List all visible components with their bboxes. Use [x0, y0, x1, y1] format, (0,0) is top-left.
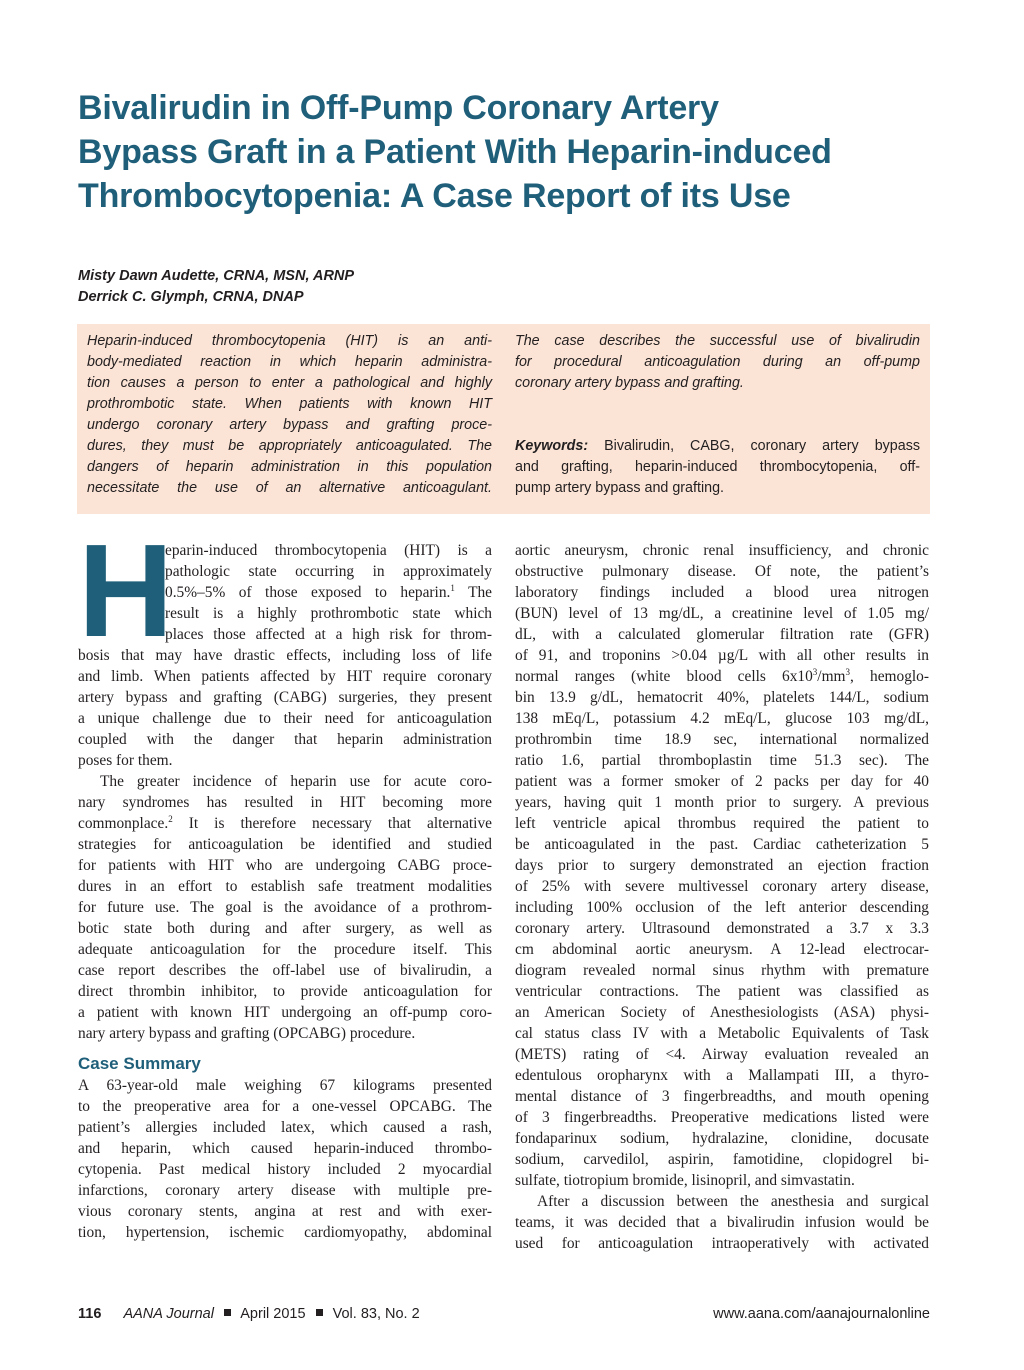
- abstract-line: The case describes the successful use of bivalirudin: [515, 333, 920, 349]
- body-right-column: [515, 540, 929, 1254]
- body-line: a patient with known HIT undergoing an off-pump coro-: [78, 1004, 492, 1021]
- citation-2: 2: [168, 814, 173, 824]
- body-line: including 100% occlusion of the left anterior descending: [515, 899, 929, 916]
- body-line: adequate anticoagulation for the procedure itself. This: [78, 941, 492, 958]
- body-line: coupled with the danger that heparin administration: [78, 731, 492, 748]
- body-line: sulfate, tiotropium bromide, lisinopril, and simvastatin.: [515, 1172, 855, 1189]
- body-line: laboratory findings included a blood urea nitrogen: [515, 584, 929, 601]
- body-line: of 25% with severe multivessel coronary artery disease,: [515, 878, 929, 895]
- abstract-line: coronary artery bypass and grafting.: [515, 375, 744, 391]
- citation-1: 1: [450, 583, 455, 593]
- body-line: The greater incidence of heparin use for acute coro-: [100, 773, 492, 790]
- body-line: left ventricle apical thrombus required the patient to: [515, 815, 929, 832]
- body-line: (BUN) level of 13 mg/dL, a creatinine level of 1.05 mg/: [515, 605, 929, 622]
- body-line: cytopenia. Past medical history included 2 myocardial: [78, 1161, 492, 1178]
- body-line: prothrombin time 18.9 sec, international normalized: [515, 731, 929, 748]
- body-line: (METS) rating of <4. Airway evaluation revealed an: [515, 1046, 929, 1063]
- body-line: to the preoperative area for a one-vessel OPCABG. The: [78, 1098, 492, 1115]
- author-list: [78, 266, 354, 308]
- body-line: dL, with a calculated glomerular filtration rate (GFR): [515, 626, 929, 643]
- body-line: a unique challenge due to their need for anticoagulation: [78, 710, 492, 727]
- abstract-box: [77, 324, 930, 514]
- body-line: 138 mEq/L, potassium 4.2 mEq/L, glucose 103 mg/dL,: [515, 710, 929, 727]
- body-line: normal ranges (white blood cells $6x10^3/mm^3$, hemoglo-: [515, 667, 929, 685]
- volume-info: Vol. 83, No. 2: [332, 1306, 420, 1322]
- title-line: Thrombocytopenia: A Case Report of its Use: [78, 177, 791, 215]
- body-line: direct thrombin inhibitor, to provide anticoagulation for: [78, 983, 492, 1000]
- abstract-right-column: [515, 331, 920, 394]
- body-line: for future use. The goal is the avoidance of a prothrom-: [78, 899, 492, 916]
- body-line: case report describes the off-label use of bivalirudin, a: [78, 962, 492, 979]
- body-line: diogram revealed normal sinus rhythm with premature: [515, 962, 929, 979]
- title-line: Bypass Graft in a Patient With Heparin-induced: [78, 133, 832, 171]
- body-line: infarctions, coronary artery disease with multiple pre-: [78, 1182, 492, 1199]
- body-line: years, having quit 1 month prior to surgery. A previous: [515, 794, 929, 811]
- body-line: days prior to surgery demonstrated an ejection fraction: [515, 857, 929, 874]
- abstract-line: necessitate the use of an alternative anticoagulant.: [87, 480, 492, 496]
- abstract-line: prothrombotic state. When patients with known HIT: [87, 396, 492, 412]
- abstract-line: body-mediated reaction in which heparin administra-: [87, 354, 492, 370]
- keywords-label: Keywords:: [515, 438, 589, 454]
- body-line: tion, hypertension, ischemic cardiomyopathy, abdominal: [78, 1224, 492, 1241]
- body-line: 0.5%–5% of those exposed to heparin.$^1$ The: [165, 583, 493, 601]
- body-line: ventricular contractions. The patient was classified as: [515, 983, 929, 1000]
- body-line: coronary artery. Ultrasound demonstrated a 3.7 x 3.3: [515, 920, 929, 937]
- body-line: artery bypass and grafting (CABG) surgeries, they present: [78, 689, 492, 706]
- body-line: botic state both during and after surgery, as well as: [78, 920, 492, 937]
- abstract-line: undergo coronary artery bypass and grafting proce-: [87, 417, 492, 433]
- body-line: cm abdominal aortic aneurysm. A 12-lead electrocar-: [515, 941, 929, 958]
- journal-url[interactable]: www.aana.com/aanajournalonline: [713, 1306, 930, 1322]
- body-line: obstructive pulmonary disease. Of note, the patient’s: [515, 563, 929, 580]
- body-line: After a discussion between the anesthesia and surgical: [537, 1193, 929, 1210]
- dropcap-lines: [165, 540, 492, 645]
- article-title: [78, 86, 958, 218]
- body-left-column: [78, 645, 492, 1243]
- abstract-line: dangers of heparin administration in this population: [87, 459, 492, 475]
- page-number: 116: [78, 1306, 102, 1322]
- body-line: teams, it was decided that a bivalirudin infusion would be: [515, 1214, 929, 1231]
- body-line: strategies for anticoagulation be identified and studied: [78, 836, 492, 853]
- keywords: [515, 436, 920, 499]
- body-line: fondaparinux sodium, hydralazine, clonidine, docusate: [515, 1130, 929, 1147]
- body-line: of 3 fingerbreadths. Preoperative medications listed were: [515, 1109, 929, 1126]
- section-heading: Case Summary: [78, 1054, 201, 1073]
- keywords-line: and grafting, heparin-induced thrombocytopenia, off-: [515, 459, 920, 475]
- body-line: cal status class IV with a Metabolic Equivalents of Task: [515, 1025, 929, 1042]
- body-line: and limb. When patients affected by HIT require coronary: [78, 668, 492, 685]
- body-line: nary artery bypass and grafting (OPCABG) procedure.: [78, 1025, 416, 1042]
- body-line: A 63-year-old male weighing 67 kilograms presented: [78, 1077, 492, 1094]
- body-line: used for anticoagulation intraoperatively with activated: [515, 1235, 929, 1252]
- body-line: an American Society of Anesthesiologists (ASA) physi-: [515, 1004, 929, 1021]
- body-line: ratio 1.6, partial thromboplastin time 51.3 sec). The: [515, 752, 929, 769]
- keywords-line: [515, 436, 920, 457]
- abstract-left-column: [87, 331, 492, 499]
- body-line: result is a highly prothrombotic state which: [165, 605, 492, 622]
- bullet-separator: [224, 1309, 231, 1316]
- body-line: sodium, carvedilol, aspirin, famotidine, clopidogrel bi-: [515, 1151, 929, 1168]
- body-line: places those affected at a high risk for throm-: [165, 626, 492, 643]
- body-line: edentulous oropharynx with a Mallampati III, a thyro-: [515, 1067, 929, 1084]
- body-line: nary syndromes has resulted in HIT becoming more: [78, 794, 492, 811]
- body-line: for patients with HIT who are undergoing CABG proce-: [78, 857, 492, 874]
- drop-cap: H: [78, 517, 174, 664]
- body-line: and heparin, which caused heparin-induced thrombo-: [78, 1140, 492, 1157]
- body-line: pathologic state occurring in approximately: [165, 563, 492, 580]
- body-line: poses for them.: [78, 752, 173, 769]
- abstract-line: tion causes a person to enter a pathological and highly: [87, 375, 492, 391]
- bullet-separator: [316, 1309, 323, 1316]
- body-line: patient’s allergies included latex, which caused a rash,: [78, 1119, 492, 1136]
- body-line: mental distance of 3 fingerbreadths, and mouth opening: [515, 1088, 929, 1105]
- abstract-line: dures, they must be appropriately anticoagulated. The: [87, 438, 492, 454]
- abstract-line: for procedural anticoagulation during an off-pump: [515, 354, 920, 370]
- page-footer: [78, 1306, 930, 1326]
- body-line: eparin-induced thrombocytopenia (HIT) is a: [165, 542, 492, 559]
- body-line: be anticoagulated in the past. Cardiac catheterization 5: [515, 836, 929, 853]
- keywords-line: pump artery bypass and grafting.: [515, 480, 725, 496]
- body-line: vious coronary stents, angina at rest and with exer-: [78, 1203, 492, 1220]
- body-line: aortic aneurysm, chronic renal insufficiency, and chronic: [515, 542, 929, 559]
- issue-date: April 2015: [240, 1306, 306, 1322]
- body-line: bin 13.9 g/dL, hematocrit 40%, platelets 144/L, sodium: [515, 689, 929, 706]
- keywords-text: Bivalirudin, CABG, coronary artery bypass: [604, 438, 920, 454]
- body-line: commonplace.$^2$ It is therefore necessary that alternative: [78, 814, 492, 832]
- body-line: patient was a former smoker of 2 packs per day for 40: [515, 773, 929, 790]
- body-line: of 91, and troponins >0.04 µg/L with all other results in: [515, 647, 929, 664]
- author: Derrick C. Glymph, CRNA, DNAP: [78, 289, 304, 305]
- author: Misty Dawn Audette, CRNA, MSN, ARNP: [78, 268, 355, 284]
- title-line: Bivalirudin in Off-Pump Coronary Artery: [78, 89, 719, 127]
- abstract-line: Heparin-induced thrombocytopenia (HIT) is an anti-: [87, 333, 492, 349]
- body-line: bosis that may have drastic effects, including loss of life: [78, 647, 492, 664]
- body-line: dures in an effort to establish safe treatment modalities: [78, 878, 492, 895]
- journal-name: AANA Journal: [123, 1306, 214, 1322]
